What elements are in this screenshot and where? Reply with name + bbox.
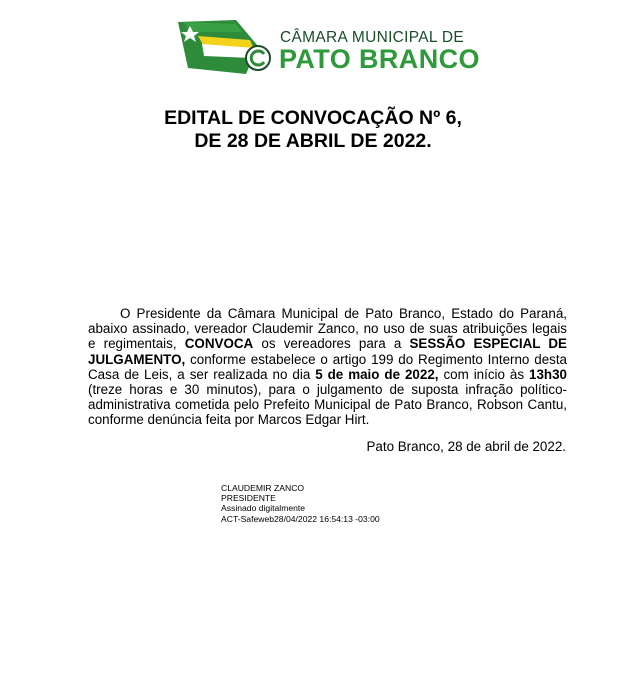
signer-name: CLAUDEMIR ZANCO <box>221 483 305 493</box>
place-date: Pato Branco, 28 de abril de 2022. <box>366 439 566 454</box>
paragraph <box>88 306 567 428</box>
time-bold: 13h30 <box>529 366 567 382</box>
body-text-4: com início às <box>438 366 530 382</box>
date-bold: 5 de maio de 2022, <box>315 366 439 382</box>
document-title <box>0 107 626 153</box>
digital-signature <box>221 483 380 524</box>
sessao-bold: SESSÃO ESPECIAL DE JULGAMENTO, <box>88 336 567 367</box>
body-text-5: (treze horas e 30 minutos), para o julgamento de suposta infração político-administrativa cometida pelo Prefeito Municipal de Pato Branco, Robson Cantu, conforme denúncia feita por Marcos Edgar Hirt. <box>88 382 567 428</box>
title-line-1: EDITAL DE CONVOCAÇÃO Nº 6, <box>164 107 462 129</box>
pato-branco-flag-icon <box>176 18 272 74</box>
body-text-1: O Presidente da Câmara Municipal de Pato Branco, Estado do Paraná, abaixo assinado, vereador Claudemir Zanco, no uso de suas atribuições legais e regimentais, <box>88 306 567 352</box>
logo-line-1: CÂMARA MUNICIPAL DE <box>280 29 464 46</box>
body-text-2: os vereadores para a <box>253 336 410 352</box>
convoca-bold: CONVOCA <box>184 336 254 352</box>
signer-role: PRESIDENTE <box>221 493 276 504</box>
title-line-2: DE 28 DE ABRIL DE 2022. <box>194 130 432 152</box>
body-paragraph <box>88 306 567 428</box>
header-logo <box>176 18 480 76</box>
signed-digitally: Assinado digitalmente <box>221 503 306 514</box>
signature-cert: ACT-Safeweb28/04/2022 16:54:13 -03:00 <box>221 513 380 524</box>
logo-line-2: PATO BRANCO <box>279 44 480 74</box>
body-text-3: conforme estabelece o artigo 199 do Regimento Interno desta Casa de Leis, a ser realizada no dia <box>88 351 567 382</box>
